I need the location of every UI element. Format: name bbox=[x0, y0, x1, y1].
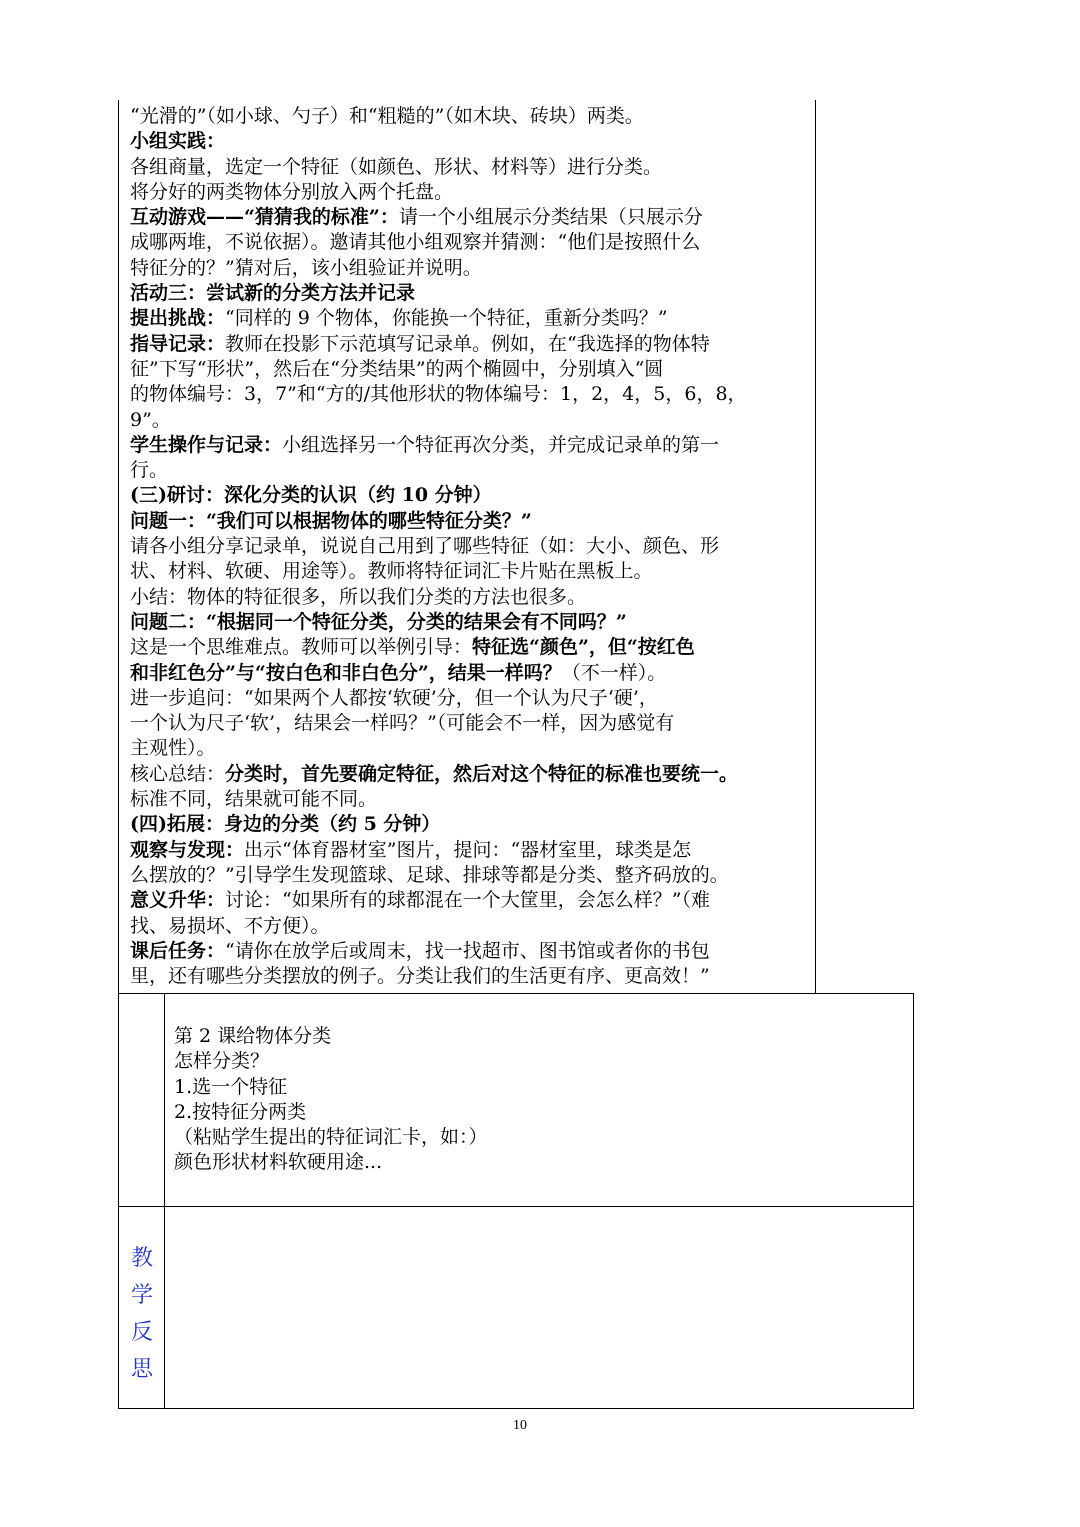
body-text: 主观性）。 bbox=[130, 737, 216, 760]
content-line bbox=[130, 610, 810, 635]
content-line bbox=[130, 736, 810, 761]
row-divider-1 bbox=[118, 993, 914, 994]
content-line bbox=[130, 939, 810, 964]
body-text: 请各小组分享记录单，说说自己用到了哪些特征（如：大小、颜色、形 bbox=[130, 535, 720, 558]
content-line bbox=[130, 256, 810, 281]
board-step-2: 2.按特征分两类 bbox=[174, 1100, 307, 1123]
bold-text: 和非红色分”与“按白色和非白色分”，结果一样吗？ bbox=[130, 661, 562, 684]
content-line bbox=[130, 382, 810, 407]
bold-text: 特征选“颜色”，但“按红色 bbox=[472, 636, 695, 659]
content-line bbox=[130, 483, 810, 508]
body-text: （不一样）。 bbox=[561, 661, 667, 684]
bold-text: 小组实践： bbox=[130, 130, 226, 153]
body-text: 里，还有哪些分类摆放的例子。分类让我们的生活更有序、更高效！” bbox=[130, 965, 710, 988]
content-line bbox=[130, 686, 810, 711]
reflection-char-2: 学 bbox=[130, 1283, 153, 1308]
lesson-process-text bbox=[130, 104, 810, 989]
body-text: 行。 bbox=[130, 459, 169, 482]
content-line bbox=[130, 838, 810, 863]
bold-text: 意义升华： bbox=[130, 889, 226, 912]
content-line bbox=[130, 433, 810, 458]
content-line bbox=[130, 711, 810, 736]
content-line bbox=[130, 585, 810, 610]
bold-text: 指导记录： bbox=[130, 332, 226, 355]
board-question: 怎样分类？ bbox=[174, 1050, 270, 1073]
content-line bbox=[130, 332, 810, 357]
main-cell-right-border bbox=[815, 100, 816, 994]
content-line bbox=[130, 635, 810, 660]
bold-text: 观察与发现： bbox=[130, 838, 245, 861]
board-note: （粘贴学生提出的特征词汇卡，如：） bbox=[174, 1126, 488, 1149]
body-text: 出示“体育器材室”图片，提问：“器材室里，球类是怎 bbox=[244, 838, 692, 861]
content-line bbox=[130, 509, 810, 534]
bold-text: 活动三：尝试新的分类方法并记录 bbox=[130, 282, 416, 305]
content-line bbox=[130, 205, 810, 230]
table-bottom-border bbox=[118, 1408, 914, 1409]
body-text: 成哪两堆，不说依据）。邀请其他小组观察并猜测：“他们是按照什么 bbox=[130, 231, 701, 254]
row-divider-2 bbox=[118, 1206, 914, 1207]
body-text: 各组商量，选定一个特征（如颜色、形状、材料等）进行分类。 bbox=[130, 155, 663, 178]
body-text: 找、易损坏、不方便）。 bbox=[130, 914, 330, 937]
reflection-char-3: 反 bbox=[130, 1320, 153, 1345]
content-line bbox=[130, 812, 810, 837]
page-number: 10 bbox=[513, 1418, 527, 1433]
bold-text: 问题二：“根据同一个特征分类，分类的结果会有不同吗？” bbox=[130, 610, 627, 633]
body-text: 核心总结： bbox=[130, 762, 226, 785]
content-line bbox=[130, 104, 810, 129]
content-line bbox=[130, 281, 810, 306]
board-step-1: 1.选一个特征 bbox=[174, 1075, 288, 1098]
body-text: “同样的 9 个物体，你能换一个特征，重新分类吗？” bbox=[225, 307, 668, 330]
label-column-divider bbox=[164, 993, 165, 1409]
content-line bbox=[130, 888, 810, 913]
body-text: 状、材料、软硬、用途等）。教师将特征词汇卡片贴在黑板上。 bbox=[130, 560, 653, 583]
content-line bbox=[130, 559, 810, 584]
table-right-border bbox=[913, 993, 914, 1409]
content-line bbox=[130, 964, 810, 989]
board-feature-words: 颜色形状材料软硬用途... bbox=[174, 1151, 383, 1174]
body-text: 标准不同，结果就可能不同。 bbox=[130, 788, 378, 811]
bold-text: 互动游戏——“猜猜我的标准”： bbox=[130, 206, 399, 229]
bold-text: (三)研讨：深化分类的认识（约 10 分钟） bbox=[130, 484, 492, 507]
body-text: 的物体编号：3，7”和“方的/其他形状的物体编号：1，2，4，5，6，8， bbox=[130, 383, 747, 406]
content-line bbox=[130, 914, 810, 939]
content-line bbox=[130, 180, 810, 205]
content-line bbox=[130, 357, 810, 382]
body-text: 进一步追问：“如果两个人都按‘软硬’分，但一个认为尺子‘硬’， bbox=[130, 686, 658, 709]
body-text: 9”。 bbox=[130, 408, 171, 431]
content-line bbox=[130, 129, 810, 154]
bold-text: 提出挑战： bbox=[130, 307, 226, 330]
body-text: 么摆放的？”引导学生发现篮球、足球、排球等都是分类、整齐码放的。 bbox=[130, 863, 729, 886]
body-text: 征”下写“形状”，然后在“分类结果”的两个椭圆中，分别填入“圆 bbox=[130, 357, 664, 380]
content-line bbox=[130, 230, 810, 255]
bold-text: 分类时，首先要确定特征，然后对这个特征的标准也要统一。 bbox=[225, 762, 739, 785]
table-left-border bbox=[118, 100, 119, 1409]
content-line bbox=[130, 408, 810, 433]
teaching-reflection-label bbox=[128, 1240, 156, 1388]
body-text: 这是一个思维难点。教师可以举例引导： bbox=[130, 636, 473, 659]
body-text: “光滑的”（如小球、勺子）和“粗糙的”（如木块、砖块）两类。 bbox=[130, 105, 644, 127]
content-line bbox=[130, 661, 810, 686]
board-title: 第 2 课给物体分类 bbox=[174, 1025, 332, 1047]
body-text: 特征分的？”猜对后，该小组验证并说明。 bbox=[130, 256, 482, 279]
reflection-char-1: 教 bbox=[130, 1246, 153, 1271]
body-text: 小结：物体的特征很多，所以我们分类的方法也很多。 bbox=[130, 585, 587, 608]
content-line bbox=[130, 306, 810, 331]
content-line bbox=[130, 155, 810, 180]
bold-text: 问题一：“我们可以根据物体的哪些特征分类？” bbox=[130, 509, 532, 532]
bold-text: 课后任务： bbox=[130, 939, 226, 962]
body-text: 将分好的两类物体分别放入两个托盘。 bbox=[130, 180, 454, 203]
body-text: 讨论：“如果所有的球都混在一个大筐里，会怎么样？”（难 bbox=[225, 889, 710, 912]
content-line bbox=[130, 762, 810, 787]
bold-text: (四)拓展：身边的分类（约 5 分钟） bbox=[130, 813, 441, 836]
body-text: 教师在投影下示范填写记录单。例如，在“我选择的物体特 bbox=[225, 332, 710, 355]
blackboard-design bbox=[174, 1024, 488, 1176]
content-line bbox=[130, 534, 810, 559]
body-text: 小组选择另一个特征再次分类，并完成记录单的第一 bbox=[282, 433, 720, 456]
body-text: “请你在放学后或周末，找一找超市、图书馆或者你的书包 bbox=[225, 939, 710, 962]
content-line bbox=[130, 458, 810, 483]
content-line bbox=[130, 787, 810, 812]
bold-text: 学生操作与记录： bbox=[130, 433, 283, 456]
body-text: 一个认为尺子‘软’，结果会一样吗？”（可能会不一样，因为感觉有 bbox=[130, 712, 675, 735]
body-text: 请一个小组展示分类结果（只展示分 bbox=[398, 206, 703, 229]
content-line bbox=[130, 863, 810, 888]
reflection-char-4: 思 bbox=[130, 1357, 153, 1382]
